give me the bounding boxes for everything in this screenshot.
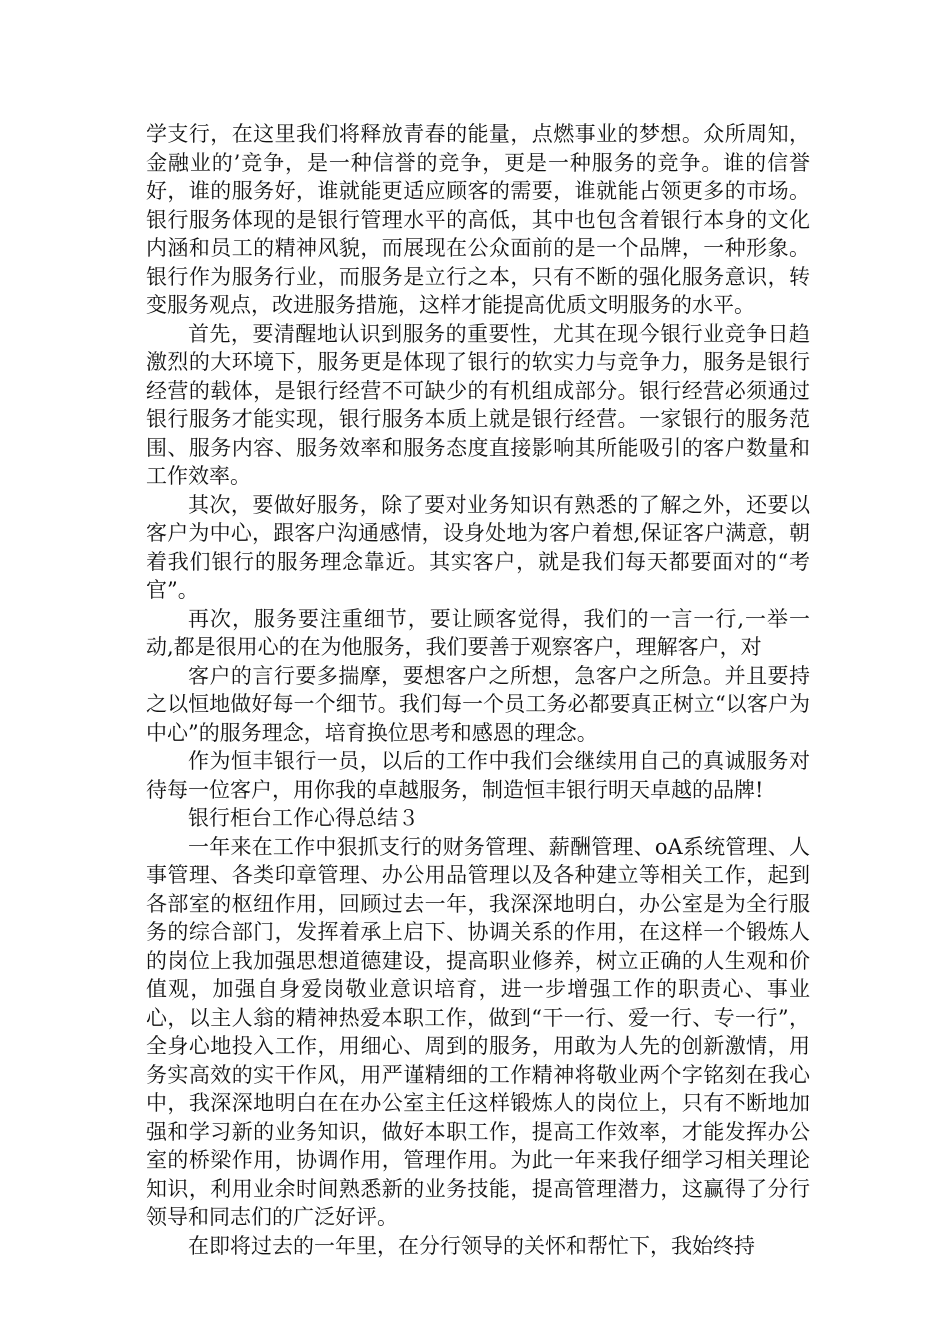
document-page [146, 120, 810, 1260]
paragraph-third-point: 再次，服务要注重细节，要让顾客觉得，我们的一言一行,一举一动,都是很用心的在为他服务，我们要善于观察客户，理解客户，对 [146, 606, 810, 659]
paragraph-intro-continuation: 学支行，在这里我们将释放青春的能量，点燃事业的梦想。众所周知，金融业的’竞争，是一种信誉的竞争，更是一种服务的竞争。谁的信誉好，谁的服务好，谁就能更适应顾客的需要，谁就能占领更多的市场。银行服务体现的是银行管理水平的高低，其中也包含着银行本身的文化内涵和员工的精神风貌，而展现在公众面前的是一个品牌，一种形象。银行作为服务行业，而服务是立行之本，只有不断的强化服务意识，转变服务观点，改进服务措施，这样才能提高优质文明服务的水平。 [146, 122, 810, 317]
paragraph-second-point: 其次，要做好服务，除了要对业务知识有熟悉的了解之外，还要以客户为中心，跟客户沟通感情，设身处地为客户着想,保证客户满意，朝着我们银行的服务理念靠近。其实客户，就是我们每天都要面对的“考官”。 [146, 492, 810, 602]
section-heading: 银行柜台工作心得总结３ [188, 806, 419, 830]
paragraph-closing: 作为恒丰银行一员，以后的工作中我们会继续用自己的真诚服务对待每一位客户，用你我的卓越服务，制造恒丰银行明天卓越的品牌! [146, 749, 810, 802]
paragraph-third-point-continued: 客户的言行要多揣摩，要想客户之所想，急客户之所急。并且要持之以恒地做好每一个细节。我们每一个员工务必都要真正树立“以客户为中心”的服务理念，培育换位思考和感恩的理念。 [146, 663, 810, 745]
paragraph-first-point: 首先，要清醒地认识到服务的重要性，尤其在现今银行业竞争日趋激烈的大环境下，服务更是体现了银行的软实力与竞争力，服务是银行经营的载体，是银行经营不可缺少的有机组成部分。银行经营必须通过银行服务才能实现，银行服务本质上就是银行经营。一家银行的服务范围、服务内容、服务效率和服务态度直接影响其所能吸引的客户数量和工作效率。 [146, 321, 810, 488]
paragraph-section-final: 在即将过去的一年里，在分行领导的关怀和帮忙下，我始终持 [188, 1233, 755, 1258]
paragraph-section-body: 一年来在工作中狠抓支行的财务管理、薪酬管理、oA系统管理、人事管理、各类印章管理、办公用品管理以及各种建立等相关工作，起到各部室的枢纽作用，回顾过去一年，我深深地明白，办公室是为全行服务的综合部门，发挥着承上启下、协调关系的作用，在这样一个锻炼人的岗位上我加强思想道德建设，提高职业修养，树立正确的人生观和价值观，加强自身爱岗敬业意识培育，进一步增强工作的职责心、事业心，以主人翁的精神热爱本职工作，做到“干一行、爱一行、专一行”，全身心地投入工作，用细心、周到的服务，用敢为人先的创新激情，用务实高效的实干作风，用严谨精细的工作精神将敬业两个字铭刻在我心中，我深深地明白在在办公室主任这样锻炼人的岗位上，只有不断地加强和学习新的业务知识，做好本职工作，提高工作效率，才能发挥办公室的桥梁作用，协调作用，管理作用。为此一年来我仔细学习相关理论知识，利用业余时间熟悉新的业务技能，提高管理潜力，这赢得了分行领导和同志们的广泛好评。 [146, 834, 810, 1229]
